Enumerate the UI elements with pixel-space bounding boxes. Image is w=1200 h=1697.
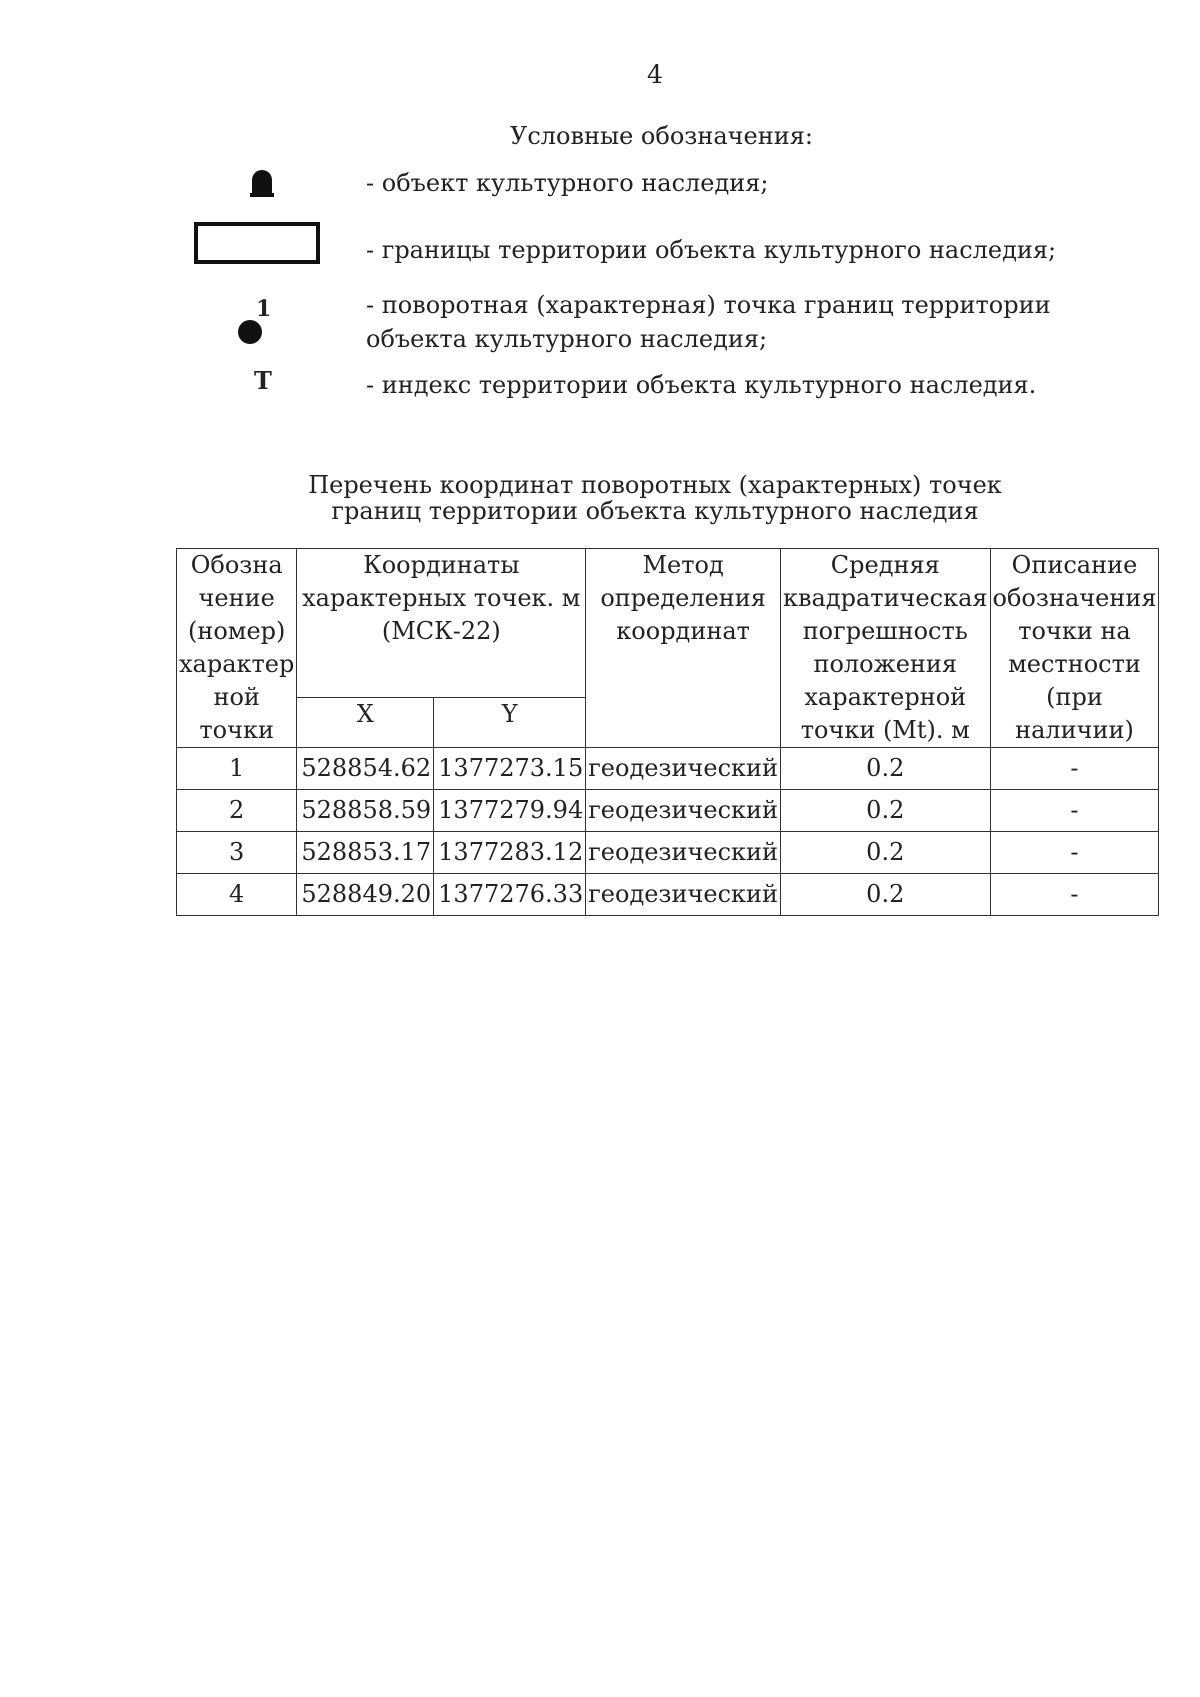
cell-description: - xyxy=(990,790,1159,832)
coordinates-table xyxy=(176,548,1159,916)
cell-y: 1377273.15 xyxy=(434,748,586,790)
cell-x: 528854.62 xyxy=(297,748,434,790)
boundary-rectangle-icon xyxy=(194,222,320,264)
cell-point-id: 4 xyxy=(177,874,297,916)
territory-index-icon: Т xyxy=(254,366,272,395)
cell-description: - xyxy=(990,874,1159,916)
cell-description: - xyxy=(990,832,1159,874)
turning-point-label: 1 xyxy=(256,296,272,322)
header-y: Y xyxy=(434,697,586,748)
cell-x: 528858.59 xyxy=(297,790,434,832)
page-number: 4 xyxy=(647,60,663,89)
cell-method: геодезический xyxy=(586,832,781,874)
cell-method: геодезический xyxy=(586,874,781,916)
table-title-line1: Перечень координат поворотных (характерных) точек xyxy=(308,471,1002,499)
table-row xyxy=(177,748,1159,790)
table-header-row xyxy=(177,549,1159,698)
legend-item-turning-point: - поворотная (характерная) точка границ территории объекта культурного наследия; xyxy=(366,291,1051,353)
legend-title: Условные обозначения: xyxy=(510,122,813,150)
cell-point-id: 2 xyxy=(177,790,297,832)
cell-description: - xyxy=(990,748,1159,790)
header-coordinates: Координаты характерных точек. м (МСК-22) xyxy=(297,549,586,698)
cell-error: 0.2 xyxy=(781,874,991,916)
cell-error: 0.2 xyxy=(781,748,991,790)
cell-method: геодезический xyxy=(586,790,781,832)
cell-error: 0.2 xyxy=(781,832,991,874)
table-row xyxy=(177,874,1159,916)
cell-point-id: 1 xyxy=(177,748,297,790)
table-row xyxy=(177,832,1159,874)
header-description: Описание обозначения точки на местности (при наличии) xyxy=(990,549,1159,748)
cell-y: 1377283.12 xyxy=(434,832,586,874)
legend-item-index: - индекс территории объекта культурного наследия. xyxy=(366,371,1037,399)
legend-item-monument: - объект культурного наследия; xyxy=(366,169,769,197)
cell-point-id: 3 xyxy=(177,832,297,874)
header-method: Метод определения координат xyxy=(586,549,781,748)
header-x: X xyxy=(297,697,434,748)
monument-icon xyxy=(252,170,272,194)
cell-y: 1377279.94 xyxy=(434,790,586,832)
table-row xyxy=(177,790,1159,832)
table-title xyxy=(0,472,1200,524)
cell-method: геодезический xyxy=(586,748,781,790)
legend-item-boundary: - границы территории объекта культурного наследия; xyxy=(366,236,1057,264)
header-error: Средняя квадратическая погрешность положения характерной точки (Mt). м xyxy=(781,549,991,748)
cell-x: 528849.20 xyxy=(297,874,434,916)
turning-point-icon xyxy=(238,320,262,344)
cell-y: 1377276.33 xyxy=(434,874,586,916)
table-title-line2: границ территории объекта культурного наследия xyxy=(331,497,979,525)
cell-error: 0.2 xyxy=(781,790,991,832)
cell-x: 528853.17 xyxy=(297,832,434,874)
header-point-id: Обозна чение (номер) характер ной точки xyxy=(177,549,297,748)
